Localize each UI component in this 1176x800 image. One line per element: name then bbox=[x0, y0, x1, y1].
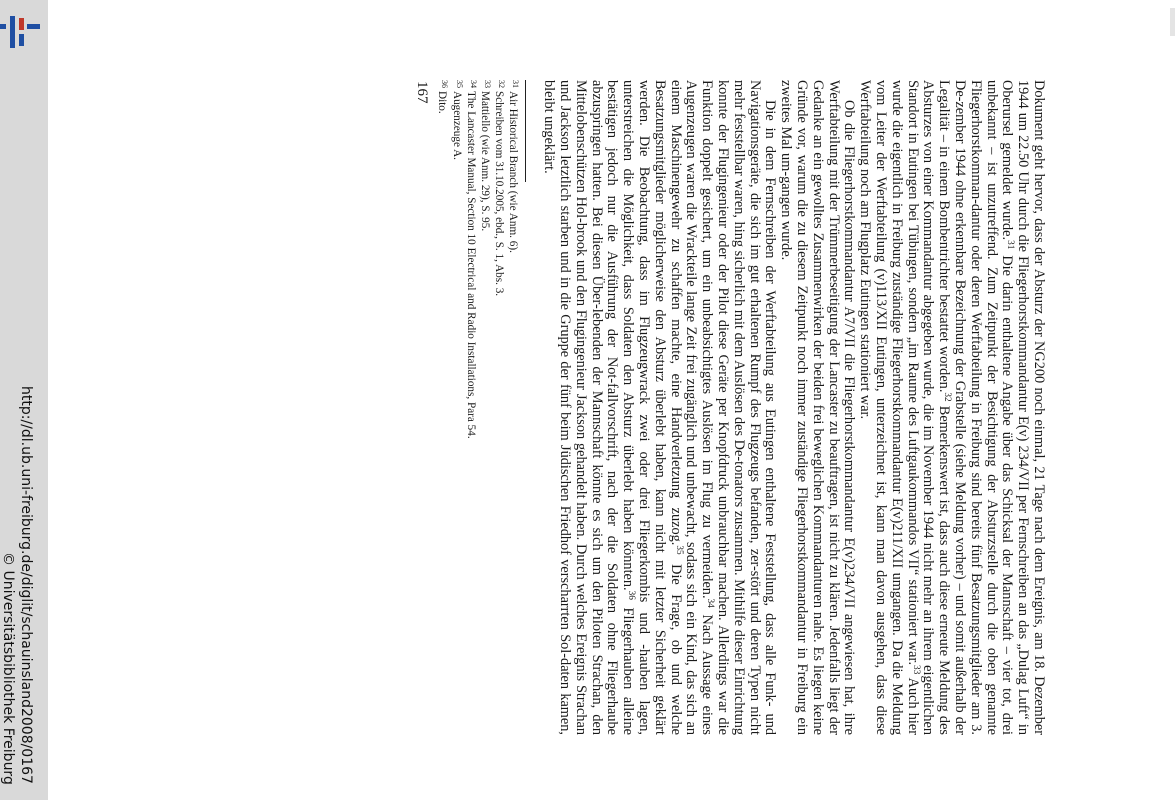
footnote-number: 36 bbox=[440, 80, 450, 89]
footnote bbox=[465, 80, 479, 735]
text-run: Die in dem Fernschreiben der Werftabteilung aus Eutingen enthaltene Feststellung, dass alle Funk- und Navigationsgeräte, die sich im gut erhaltenen Rumpf des Flugzeugs befanden, zer-stört und deren Typen nicht mehr feststellbar waren, hing sicherlich mit dem Auslösen des De-tonators zusammen. Mithilfe dieser Einrichtung konnte der Flugingenieur oder der Pilot diese Geräte per Knopfdruck unbrauchbar machen. Allerdings war die Funktion doppelt gesichert, um ein unbeabsichtigtes Auslösen im Flug zu vermeiden. bbox=[699, 80, 779, 735]
footnote-marker: 34 bbox=[705, 598, 716, 608]
footnote bbox=[479, 80, 493, 735]
copyright-notice: © Universitätsbibliothek Freiburg bbox=[0, 552, 16, 785]
footnote-text: Augenzeuge A. bbox=[450, 91, 463, 160]
footnote-text: Dito. bbox=[436, 91, 449, 114]
footnote-marker: 32 bbox=[942, 392, 953, 402]
footnote bbox=[450, 80, 464, 735]
footnote-text: Schreiben vom 31.10.2005, ebd., S. 1, Abs. 3. bbox=[493, 91, 506, 297]
footnote-marker: 36 bbox=[626, 590, 637, 600]
footnote-marker: 31 bbox=[1005, 240, 1016, 250]
footnote-number: 31 bbox=[511, 80, 521, 89]
paragraph bbox=[856, 80, 1046, 735]
footnote-divider bbox=[526, 80, 527, 182]
footnote-number: 32 bbox=[497, 80, 507, 89]
footnote-text: The Lancaster Manual, Section 10 Electrical and Radio Installations, Para 54. bbox=[465, 91, 478, 439]
footnote-text: Mattiello (wie Anm. 29), S. 95. bbox=[479, 91, 492, 232]
document-url[interactable]: http://dl.ub.uni-freiburg.de/diglit/schauinsland2008/0167 bbox=[18, 386, 34, 784]
text-run: Bemerkenswert ist, dass auch diese erneute Meldung des Absturzes von einer Kommandantur abgegeben wurde, die im November 1944 nicht mehr an ihrem eigentlichen Standort in Eutingen bei Tübingen, sondern „im Raume des Luftgaukommandos VII“ stationiert war. bbox=[904, 80, 953, 735]
book-page bbox=[286, 80, 1046, 735]
text-run: Ob die Fliegerhorstkommandantur A7/VII die Fliegerhorstkommandantur E(v)234/VII angewiesen hat, ihre Werftabteilung mit der Trümmerbeseitigung der Lancaster zu beauftragen, ist nicht zu klären. Jedenfalls liegt der Gedanke an ein gewolltes Zusammenwirken der beiden frei beweglichen Kommandanturen nahe. Es liegen keine Gründe vor, warum die zu diesem Zeitpunkt noch immer zuständige Fliegerhorstkommandantur in Freiburg ein zweites Mal um-gangen wurde. bbox=[778, 80, 858, 735]
paragraph bbox=[541, 80, 778, 735]
footnote bbox=[436, 80, 450, 735]
text-run: Dokument geht hervor, dass der Absturz der NG200 noch einmal, 21 Tage nach dem Ereignis, am 18. Dezember 1944 um 22.50 Uhr durch die Fliegerhorstkommandantur E(v) 234/VII per Fernschreiben an das „Dulag Luft“ in Oberursel gemeldet wurde. bbox=[999, 80, 1047, 735]
main-text bbox=[541, 80, 1047, 735]
text-run: Die Frage, ob und welche Besatzungsmitglieder möglicherweise den Absturz überlebt haben, kann nicht mit letzter Sicherheit geklärt werden. Die Beobachtung, dass im Flugzeugwrack zwei oder drei Fliegerkombis und -hauben lagen, unterstreichen die Möglichkeit, dass Soldaten den Absturz überlebt haben könnten. bbox=[620, 80, 684, 735]
footnote-text: Air Historical Branch (wie Anm. 6). bbox=[507, 91, 520, 253]
footnote bbox=[493, 80, 507, 735]
footnote-number: 34 bbox=[468, 80, 478, 89]
paragraph bbox=[777, 80, 856, 735]
page-number: 167 bbox=[414, 81, 430, 104]
footnotes bbox=[436, 80, 521, 735]
footnote-marker: 33 bbox=[910, 665, 921, 675]
footnote-number: 33 bbox=[483, 80, 493, 89]
footnote-number: 35 bbox=[454, 80, 464, 89]
page-edge-shadow bbox=[1170, 8, 1175, 36]
footnote bbox=[507, 80, 521, 735]
footnote-marker: 35 bbox=[673, 545, 684, 555]
text-run: Fliegerhauben alleine bestätigen jedoch nur die Ausführung der Not-fallvorschrift, nach der die Soldaten ohne Fliegerhaube abzuspringen hatten. Bei diesen Über-lebenden der Mannschaft könnte es sich um den Piloten Strachan, den Mittelobenschützen Hol-brook und den Flugingenieur Jackson gehandelt haben. Durch welches Ereignis Strachan und Jackson letztlich starben und in die Gruppe der fünf beim Jüdischen Friedhof verscharrten Sol-daten kamen, bleibt ungeklärt. bbox=[541, 80, 637, 735]
text-run: Auch hier wurde die eigentlich in Freiburg zuständige Fliegerhorstkommandantur E(v)211/XII umgangen. Da die Meldung vom Leiter der Werftabteilung (v)113/XII Eutingen, unterzeichnet ist, kann man davon ausgehen, dass diese Werftabteilung noch am Flugplatz Eutingen stationiert war. bbox=[857, 80, 921, 735]
text-run: Nach Aussage eines Augenzeugen waren die Wrackteile lange Zeit frei zugänglich und unbewacht, sodass sich ein Kind, das sich an einem Maschinengewehr zu schaffen machte, eine Handverletzung zuzog. bbox=[667, 80, 716, 736]
text-run: Die darin enthaltene Angabe über das Schicksal der Mannschaft – vier tot, drei unbekannt – ist unzutreffend. Zum Zeitpunkt der Besichtigung der Absturzstelle durch die oben genannte Fliegerhorstkomman-dantur oder deren Werftabteilung in Freiburg sind bereits fünf Besatzungsmitglieder am 3. De-zember 1944 ohne erkennbare Bezeichnung der Grabstelle (siehe Meldung vorher) – und somit außerhalb der Legalität – in einem Bombentrichter bestattet worden. bbox=[936, 80, 1016, 735]
viewer-sidebar bbox=[0, 0, 48, 800]
library-logo-icon bbox=[0, 12, 40, 52]
